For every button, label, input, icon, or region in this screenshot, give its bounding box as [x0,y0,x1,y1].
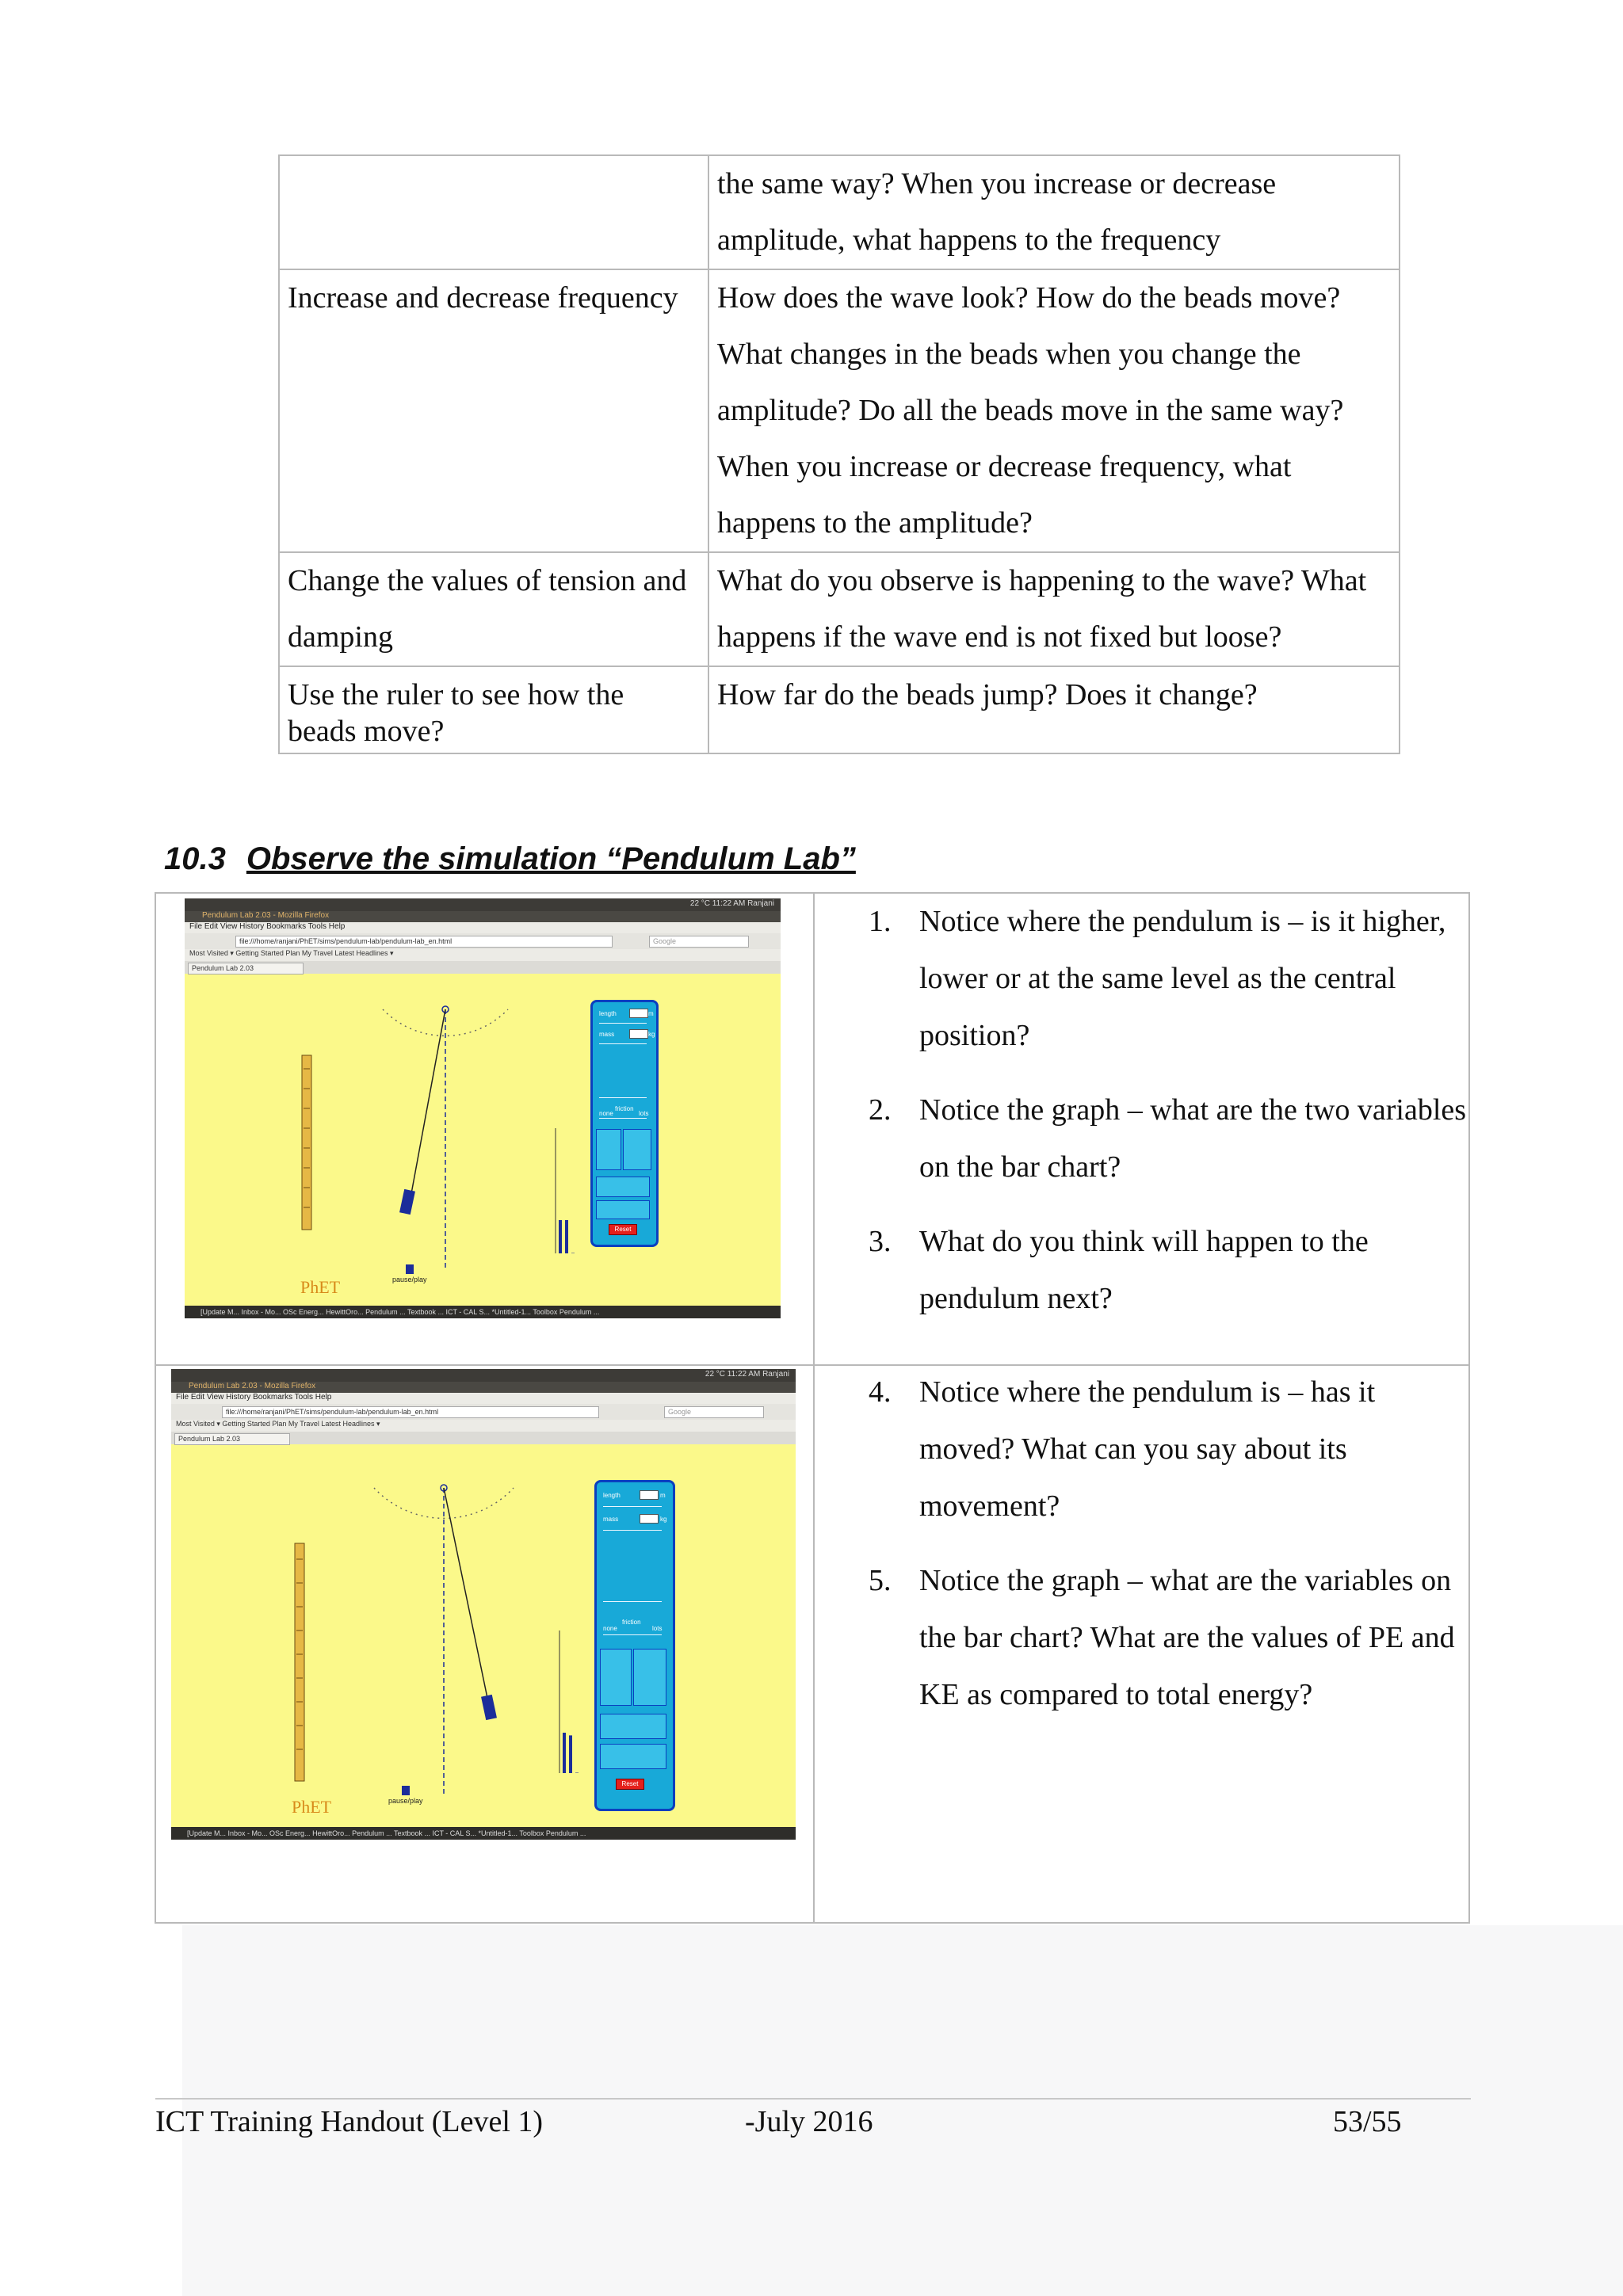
pause-icon[interactable] [402,1786,410,1795]
system-status: 22 °C 11:22 AM Ranjani [689,899,774,908]
pause-play-label: pause/play [392,1276,427,1283]
energy-options[interactable] [600,1714,666,1739]
footer-divider [155,2098,1471,2100]
pendulum-sim-2 [171,1369,796,1840]
footer-center: -July 2016 [745,2105,873,2138]
footer-left: ICT Training Handout (Level 1) [155,2105,544,2138]
pause-play-label: pause/play [388,1797,423,1805]
question-cell: How does the wave look? How do the beads move? What changes in the beads when you change the amplitude? Do all the beads move in the same way? When you increase or decrease frequency, what happens to the amplitude? [708,269,1400,552]
question-cell: the same way? When you increase or decrease amplitude, what happens to the frequency [708,155,1400,269]
browser-menu-bar[interactable]: File Edit View History Bookmarks Tools Help [171,1393,796,1404]
energy-bar-ke [563,1733,566,1773]
mass-label: mass [599,1031,615,1038]
url-field[interactable]: file:///home/ranjani/PhET/sims/pendulum-lab/pendulum-lab_en.html [222,1406,599,1418]
friction-label: friction [622,1619,641,1626]
pendulum-bob[interactable] [481,1695,497,1720]
phet-logo: PhET [300,1277,341,1297]
energy-bar-pe [565,1220,568,1253]
phet-logo: PhET [292,1797,332,1817]
pendulum-bob[interactable] [399,1189,415,1215]
length-unit: m [648,1010,654,1017]
list-item [869,1081,1471,1196]
section-title: Observe the simulation “Pendulum Lab” [246,841,856,876]
mass-unit: kg [648,1031,655,1038]
column-divider [813,894,815,1922]
gravity-options[interactable] [600,1649,632,1706]
browser-tab[interactable]: Pendulum Lab 2.03 [174,1433,290,1445]
browser-tab[interactable]: Pendulum Lab 2.03 [188,963,304,974]
energy-bar-thermal [575,1773,579,1774]
length-label: length [603,1492,621,1499]
table-row [279,155,1400,269]
section-heading [164,841,856,877]
energy-bar-ke [559,1220,562,1253]
gravity-options[interactable] [596,1129,621,1170]
footer-page-number: 53/55 [1333,2105,1402,2138]
mass-label: mass [603,1516,619,1523]
friction-lots-label: lots [639,1110,649,1117]
window-title: Pendulum Lab 2.03 - Mozilla Firefox [189,1382,316,1390]
pendulum-screenshot-2 [171,1369,796,1840]
item-text: What do you think will happen to the pendulum next? [919,1225,1369,1315]
list-item [869,1363,1471,1535]
activity-cell: Change the values of tension and damping [279,552,708,666]
item-text: Notice where the pendulum is – has it moved? What can you say about its movement? [919,1375,1376,1523]
list-item [869,1552,1471,1723]
length-slider[interactable] [603,1506,662,1507]
item-number: 1. [869,905,892,938]
pause-play-control[interactable] [392,1264,427,1283]
tool-options[interactable] [600,1744,666,1769]
energy-bar-pe [569,1735,572,1773]
length-label: length [599,1010,617,1017]
pause-play-control[interactable] [388,1786,423,1805]
mass-field[interactable] [629,1029,648,1039]
reset-button[interactable]: Reset [616,1779,644,1790]
table-row [279,269,1400,552]
mass-slider[interactable] [599,1043,647,1044]
search-field[interactable]: Google [664,1406,764,1418]
activity-cell: Increase and decrease frequency [279,269,708,552]
taskbar[interactable]: [Update M... Inbox - Mo... OSc Energ... HewittOro... Pendulum ... Textbook ... ICT - CAL S... *Untitled-1... Toolbox Pendulum ... [171,1827,796,1840]
energy-options[interactable] [596,1177,650,1197]
length-field[interactable] [640,1490,659,1500]
item-number: 3. [869,1225,892,1258]
energy-bar-thermal [571,1253,575,1254]
activity-cell: Use the ruler to see how the beads move? [279,666,708,753]
pendulum-sim-1 [185,898,781,1318]
friction-slider[interactable] [599,1118,647,1119]
list-item [869,893,1471,1064]
taskbar[interactable]: [Update M... Inbox - Mo... OSc Energ... HewittOro... Pendulum ... Textbook ... ICT - CAL S... *Untitled-1... Toolbox Pendulum ... [185,1306,781,1318]
item-text: Notice where the pendulum is – is it higher, lower or at the same level as the central position? [919,905,1446,1052]
planet-options[interactable] [633,1649,666,1706]
question-cell: What do you observe is happening to the wave? What happens if the wave end is not fixed but loose? [708,552,1400,666]
ruler[interactable] [302,1055,311,1230]
bookmarks-bar[interactable]: Most Visited ▾ Getting Started Plan My Travel Latest Headlines ▾ [185,949,781,961]
pendulum-2-slider[interactable] [599,1097,647,1098]
pendulum-2-slider[interactable] [603,1601,662,1602]
question-list-1 [869,893,1471,1344]
tool-options[interactable] [596,1200,650,1219]
friction-label: friction [615,1105,634,1112]
friction-slider[interactable] [603,1634,662,1635]
pendulum-screenshot-1 [185,898,781,1318]
list-item [869,1213,1471,1327]
table-row [279,666,1400,753]
url-field[interactable]: file:///home/ranjani/PhET/sims/pendulum-lab/pendulum-lab_en.html [235,936,613,948]
ruler[interactable] [295,1543,304,1781]
table-row [279,552,1400,666]
item-text: Notice the graph – what are the variables on the bar chart? What are the values of PE and KE as compared to total energy? [919,1564,1455,1711]
friction-lots-label: lots [652,1625,663,1632]
pause-icon[interactable] [406,1264,414,1274]
item-number: 4. [869,1375,892,1409]
item-number: 5. [869,1564,892,1597]
pendulum-rod [444,1488,488,1702]
system-status: 22 °C 11:22 AM Ranjani [705,1370,789,1379]
friction-none-label: none [603,1625,617,1632]
activity-cell [279,155,708,269]
control-panel [590,1000,659,1247]
pendulum-rod [411,1009,445,1198]
friction-none-label: none [599,1110,613,1117]
mass-field[interactable] [640,1514,659,1524]
window-title: Pendulum Lab 2.03 - Mozilla Firefox [202,911,330,920]
planet-options[interactable] [623,1129,651,1170]
search-field[interactable]: Google [649,936,749,948]
browser-menu-bar[interactable]: File Edit View History Bookmarks Tools Help [185,922,781,933]
item-number: 2. [869,1093,892,1127]
length-field[interactable] [629,1009,648,1018]
item-text: Notice the graph – what are the two variables on the bar chart? [919,1093,1467,1184]
energy-bar-chart [556,1128,575,1253]
length-unit: m [660,1492,666,1499]
length-slider[interactable] [599,1023,647,1024]
mass-unit: kg [660,1516,667,1523]
activity-table [278,154,1400,754]
energy-bar-chart [559,1630,579,1773]
mass-slider[interactable] [603,1530,662,1531]
control-panel [594,1480,675,1811]
question-cell: How far do the beads jump? Does it change? [708,666,1400,753]
question-list-2 [869,1363,1471,1741]
bookmarks-bar[interactable]: Most Visited ▾ Getting Started Plan My Travel Latest Headlines ▾ [171,1420,796,1432]
section-number: 10.3 [164,841,226,876]
reset-button[interactable]: Reset [609,1224,637,1235]
